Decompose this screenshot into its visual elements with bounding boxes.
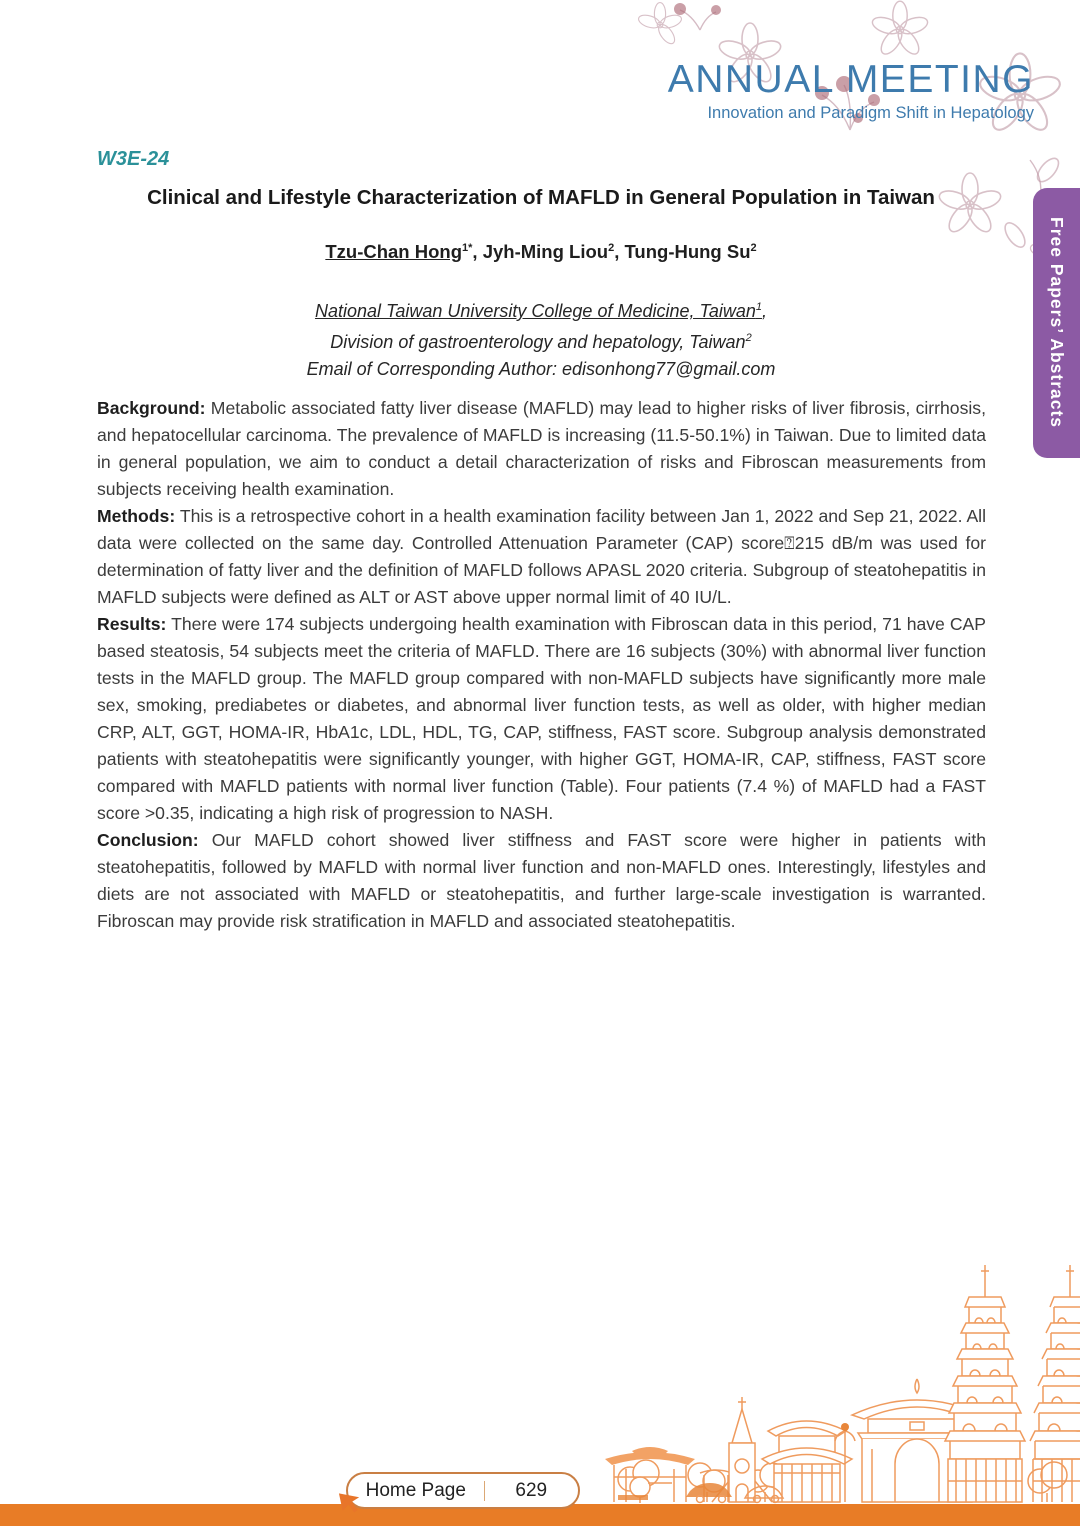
event-subtitle: Innovation and Paradigm Shift in Hepatology: [707, 103, 1034, 122]
abstract-body: [97, 395, 986, 935]
palace-art: [762, 1421, 852, 1502]
taiwan-skyline-art: [0, 1259, 1080, 1504]
tab-free-papers-abstracts[interactable]: [1033, 188, 1080, 458]
author: Tung-Hung Su$^2$: [624, 241, 757, 262]
event-header: [668, 60, 1034, 123]
home-page-label: Home Page: [365, 1479, 466, 1501]
affiliation-line: Division of gastroenterology and hepatology, Taiwan$^2$: [330, 332, 752, 352]
affiliation-line: National Taiwan University College of Medicine, Taiwan$^1$,: [314, 301, 768, 321]
berry-cluster: [674, 3, 1062, 250]
abstract-paragraph: Results: There were 174 subjects undergoing health examination with Fibroscan data in this period, 71 have CAP based steatosis, 54 subjects meet the criteria of MAFLD. There are 16 subjects (30%) with abnormal liver function tests in the MAFLD group. The MAFLD group compared with non-MAFLD subjects have significantly more male sex, smoking, prediabetes or diabetes, and abnormal liver function tests, as well as older, with higher median CRP, ALT, GGT, HOMA-IR, HbA1c, LDL, HDL, TG, CAP, stiffness, FAST score. Subgroup analysis demonstrated patients with steatohepatitis were significantly younger, with higher GGT, HOMA-IR, CAP, stiffness, FAST score compared with MAFLD patients with normal liver function (Table). Four patients (7.4 %) of MAFLD had a FAST score >0.35, indicating a high risk of progression to NASH.: [97, 614, 986, 823]
abstract-paragraph: Conclusion: Our MAFLD cohort showed liver stiffness and FAST score were higher in patients with steatohepatitis, followed by MAFLD with normal liver function and non-MAFLD ones. Interestingly, lifestyles and diets are not associated with MAFLD or steatohepatitis, and further large-scale investigation is warranted. Fibroscan may provide risk stratification in MAFLD and associated steatohepatitis.: [97, 830, 986, 931]
abstract-paragraph: Methods: This is a retrospective cohort in a health examination facility between Jan 1, 2022 and Sep 21, 2022. All data were collected on the same day. Controlled Attenuation Parameter (CAP) score⍰215 dB/m was used for determination of fatty liver and the definition of MAFLD follows APASL 2020 criteria. Subgroup of steatohepatitis in MAFLD subjects were defined as ALT or AST above upper normal limit of 40 IU/L.: [97, 506, 986, 607]
author: Jyh-Ming Liou$^2$: [482, 241, 615, 262]
email-line: Email of Corresponding Author: edisonhong77@gmail.com: [306, 359, 776, 379]
author: Tzu-Chan Hong$^{1*}$: [325, 241, 473, 262]
authors-line: Tzu-Chan Hong$^{1*}$, Jyh-Ming Liou$^2$, Tung-Hung Su$^2$: [325, 241, 757, 262]
cursor-arrow-icon: [338, 1489, 364, 1515]
abstract-code: W3E-24: [97, 148, 170, 170]
page-title: Clinical and Lifestyle Characterization of MAFLD in General Population in Taiwan: [147, 186, 935, 209]
tab-label: Free Papers’ Abstracts: [1047, 217, 1067, 429]
affiliations-block: [97, 294, 985, 383]
home-page-button[interactable]: [346, 1472, 580, 1509]
abstract-paragraph: Background: Metabolic associated fatty liver disease (MAFLD) may lead to higher risks of liver fibrosis, cirrhosis, and hepatocellular carcinoma. The prevalence of MAFLD is increasing (11.5-50.1%) in Taiwan. Due to limited data in general population, we aim to conduct a detail characterization of risks and Fibroscan measurements from subjects receiving health examination.: [97, 398, 986, 499]
page-number: 629: [515, 1479, 548, 1501]
affiliations: [97, 294, 985, 356]
event-title: ANNUAL MEETING: [667, 58, 1034, 101]
